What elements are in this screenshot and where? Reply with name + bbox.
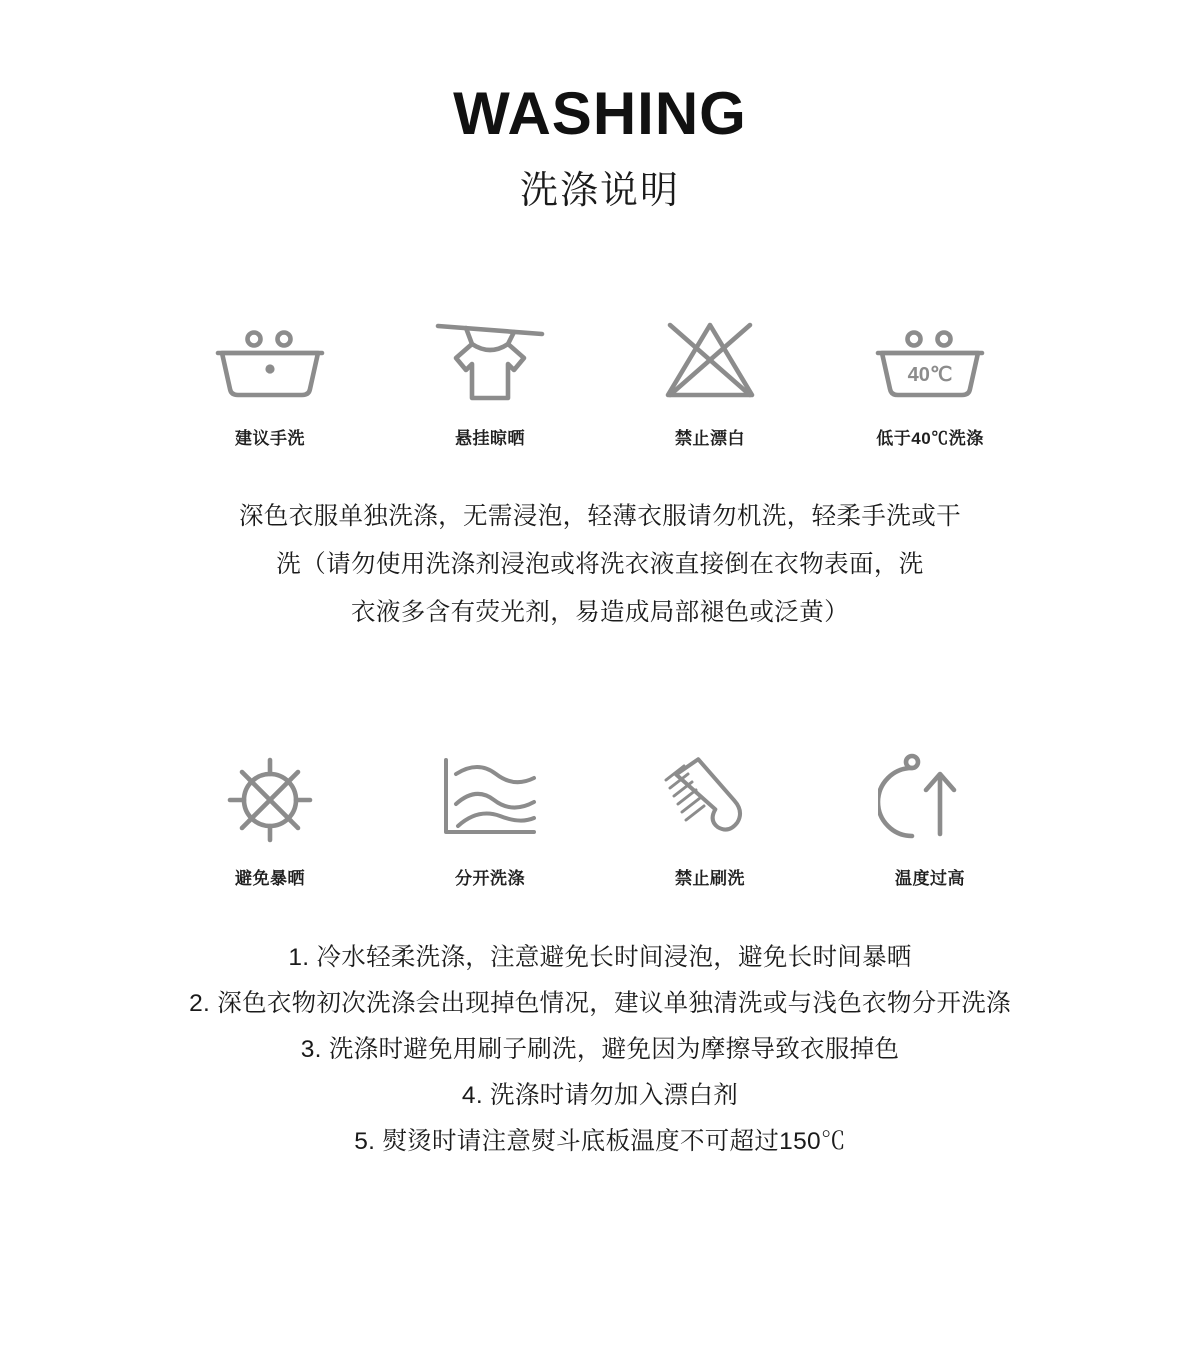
no-brushing-brush-icon	[658, 754, 762, 846]
high-temperature-icon	[878, 754, 982, 846]
no-bleach-triangle-icon	[660, 314, 760, 406]
page-header	[0, 0, 1200, 214]
care-symbol-no-brushing	[600, 754, 820, 889]
washing-paragraph	[150, 493, 1050, 636]
note-item: 2. 深色衣物初次洗涤会出现掉色情况，建议单独清洗或与浅色衣物分开洗涤	[189, 990, 1011, 1018]
care-symbol-wash-separately	[380, 754, 600, 889]
care-symbol-hand-wash	[160, 314, 380, 449]
care-symbol-label: 温度过高	[895, 869, 965, 889]
care-symbol-label: 悬挂晾晒	[455, 429, 525, 448]
paragraph-line: 洗（请勿使用洗涤剂浸泡或将洗衣液直接倒在衣物表面，洗	[276, 550, 924, 578]
paragraph-line: 衣液多含有荧光剂，易造成局部褪色或泛黄）	[351, 598, 849, 626]
hand-wash-basin-icon	[212, 314, 328, 406]
note-item: 5. 熨烫时请注意熨斗底板温度不可超过150℃	[354, 1128, 846, 1156]
note-item: 1. 冷水轻柔洗涤，注意避免长时间浸泡，避免长时间暴晒	[288, 944, 912, 972]
note-item: 4. 洗涤时请勿加入漂白剂	[461, 1082, 739, 1110]
care-symbol-row-1	[0, 314, 1200, 449]
care-symbol-label: 分开洗涤	[455, 869, 525, 889]
care-symbol-label: 建议手洗	[235, 429, 305, 448]
care-symbol-no-bleach	[600, 314, 820, 449]
care-symbol-label: 禁止漂白	[675, 429, 745, 448]
care-symbol-hang-dry	[380, 314, 600, 449]
care-symbol-label: 避免暴晒	[235, 869, 305, 889]
care-symbol-label: 低于40℃洗涤	[876, 429, 984, 448]
care-symbol-avoid-sun	[160, 754, 380, 889]
hang-dry-shirt-icon	[432, 314, 548, 406]
page-title-cn: 洗涤说明	[519, 170, 680, 212]
wash-40c-basin-icon	[872, 314, 988, 406]
washing-notes-list	[30, 935, 1170, 1165]
care-symbol-wash-40c	[820, 314, 1040, 449]
paragraph-line: 深色衣服单独洗涤，无需浸泡，轻薄衣服请勿机洗，轻柔手洗或干	[238, 503, 962, 530]
care-symbol-row-2	[0, 754, 1200, 889]
note-item: 3. 洗涤时避免用刷子刷洗，避免因为摩擦导致衣服掉色	[300, 1036, 900, 1064]
no-sun-exposure-icon	[218, 754, 322, 846]
care-symbol-label: 禁止刷洗	[675, 869, 745, 889]
care-symbol-high-temperature	[820, 754, 1040, 889]
wash-temperature-text: 40℃	[907, 364, 953, 386]
page-title-en: WASHING	[453, 80, 747, 147]
wash-separately-icon	[438, 754, 542, 846]
